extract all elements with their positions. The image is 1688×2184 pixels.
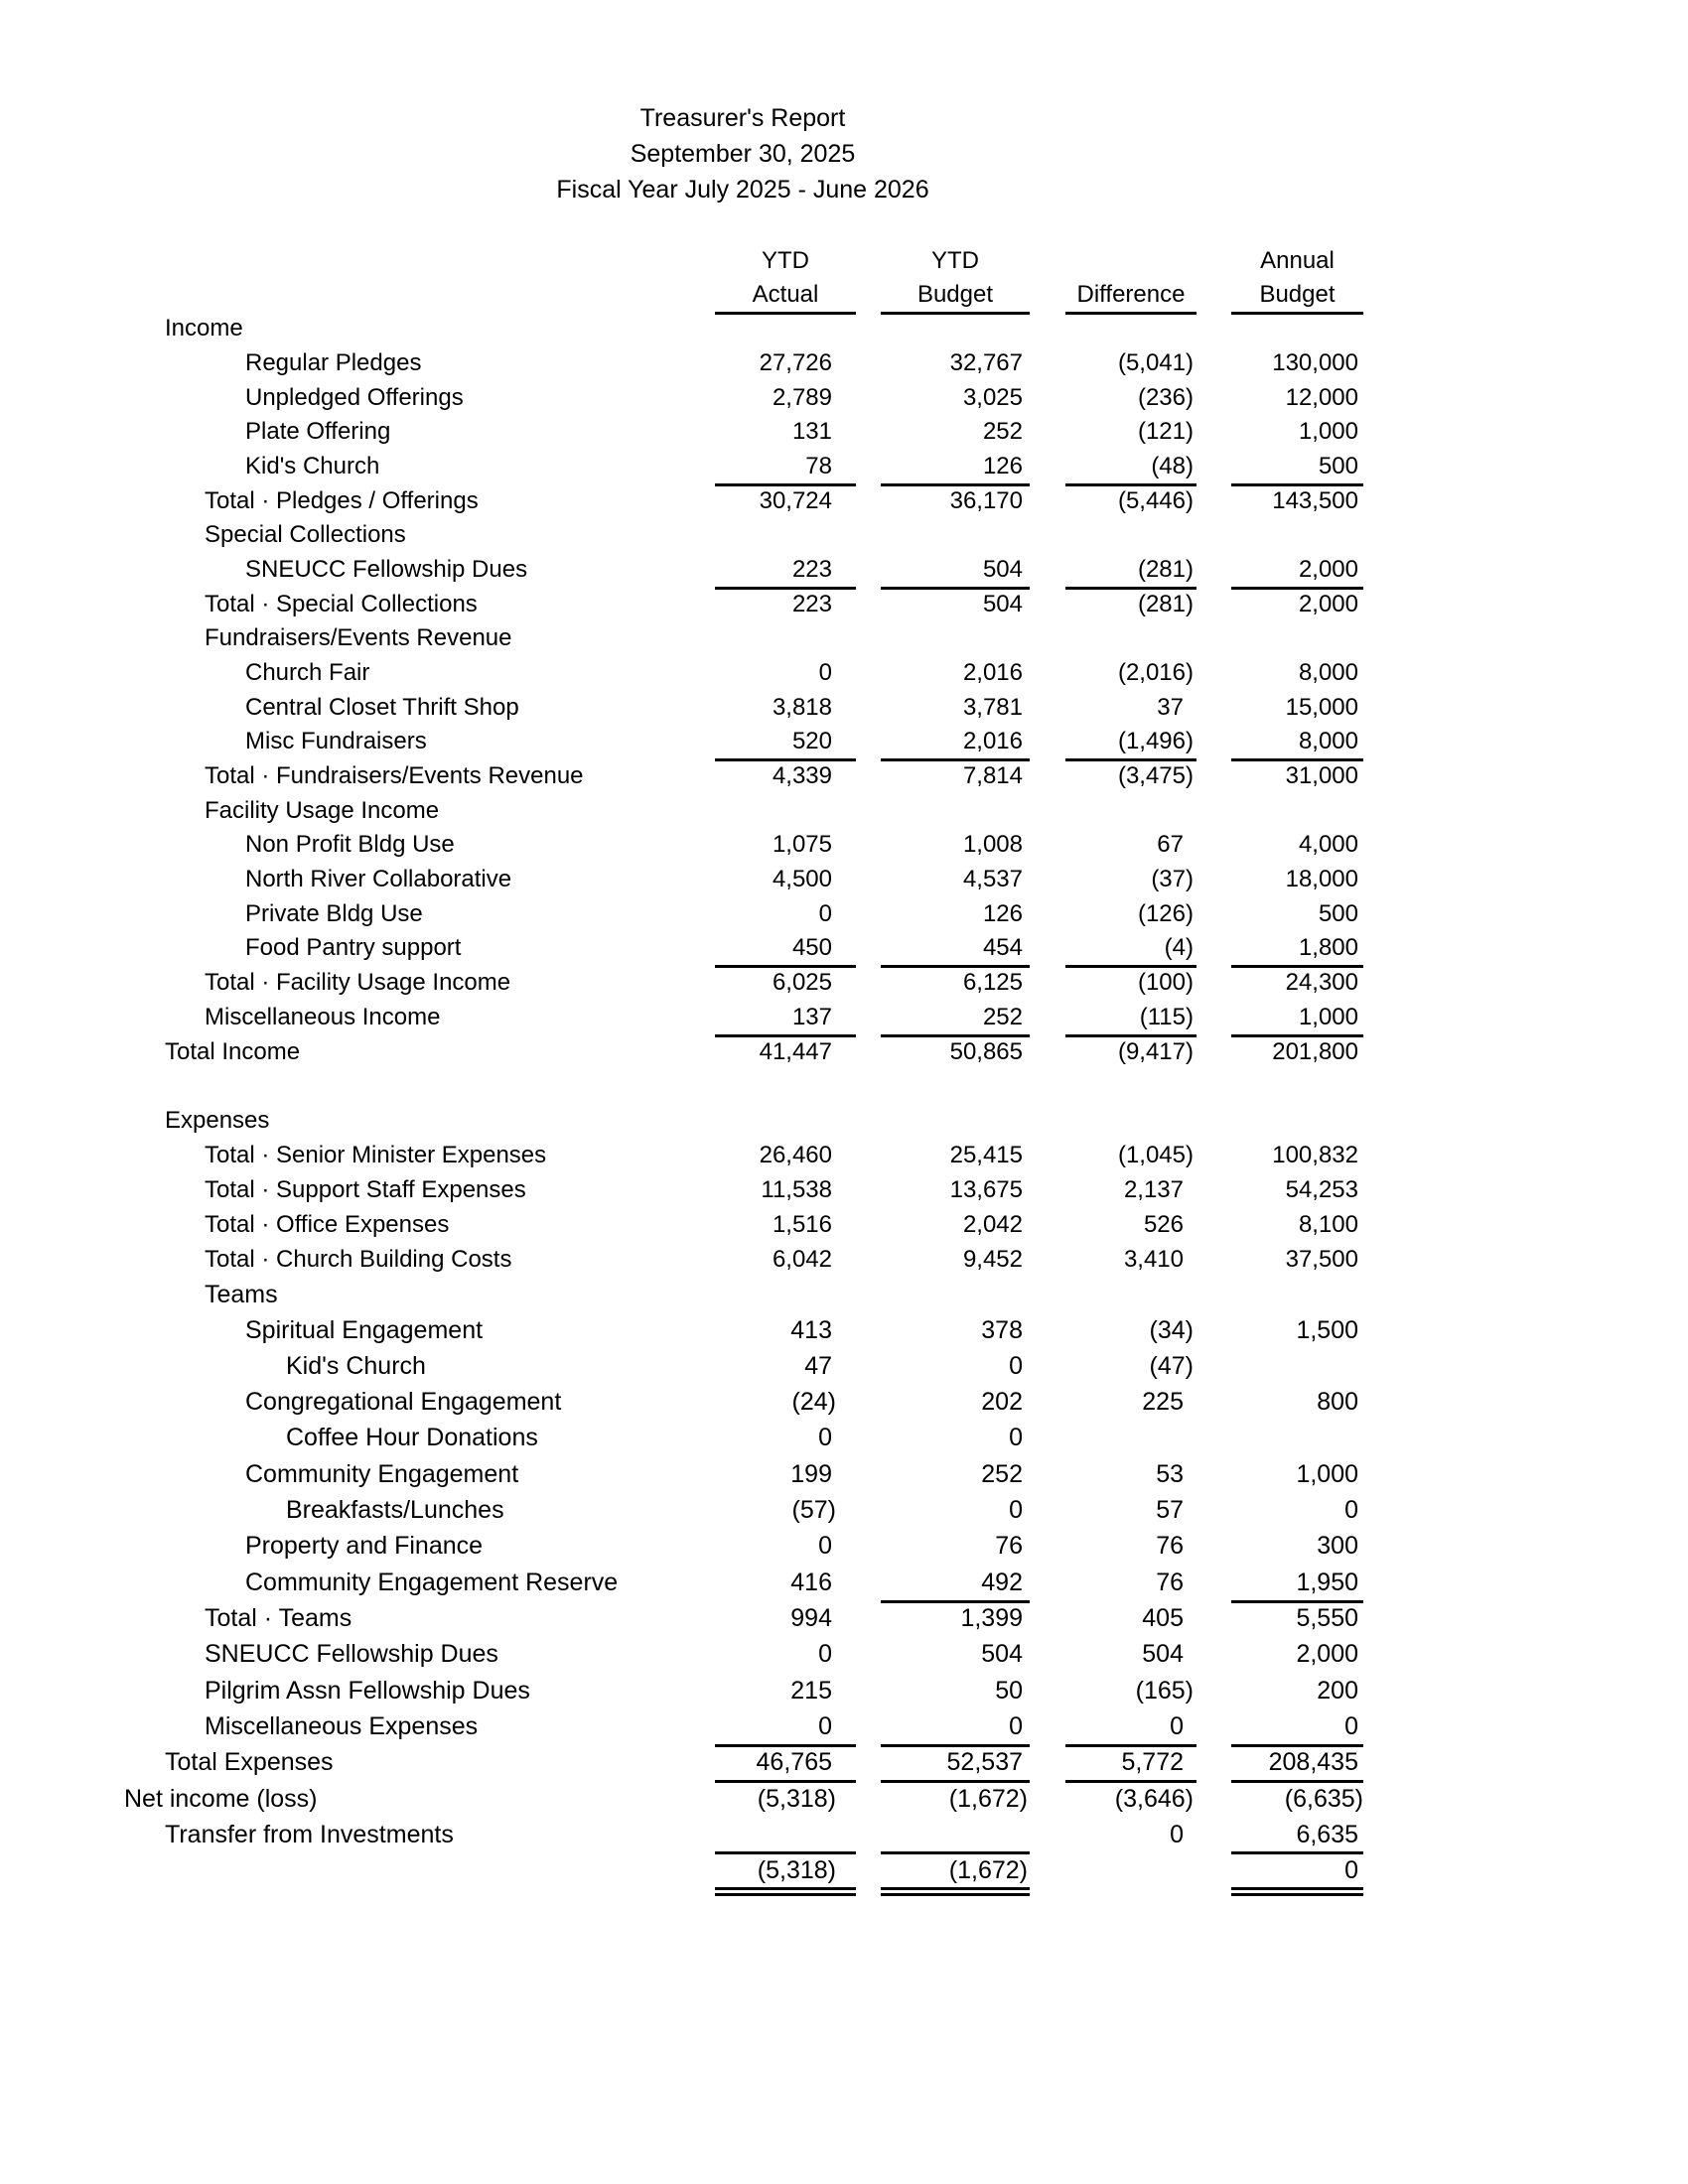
row-label: Central Closet Thrift Shop [245,694,519,721]
section-fundraisers [0,621,1688,655]
ytd-actual-value: 0 [818,1424,832,1451]
ytd-budget-value: 126 [982,900,1023,927]
difference-value: (4) [1164,934,1194,961]
ytd-budget-value: 504 [982,591,1023,617]
row-label: Food Pantry support [245,934,462,961]
table-row [0,1674,1688,1707]
ytd-budget-value: (1,672) [948,1785,1028,1813]
annual-budget-value: 8,100 [1298,1211,1358,1238]
row-label: Total · Church Building Costs [205,1246,512,1273]
section-facility-usage [0,794,1688,828]
table-row [0,1001,1688,1034]
annual-budget-value: 37,500 [1285,1246,1358,1273]
ytd-budget-value: 0 [1009,1712,1023,1740]
table-row [0,1637,1688,1671]
row-label: Facility Usage Income [205,797,440,824]
header-annual-budget-line2: Budget [1259,281,1336,308]
report-title: Treasurer's Report [639,104,846,132]
annual-budget-value: 31,000 [1285,762,1358,789]
row-label: Misc Fundraisers [245,728,427,754]
row-label: Net income (loss) [124,1785,318,1813]
ytd-actual-value: 30,724 [759,487,832,514]
difference-value: 5,772 [1121,1748,1184,1776]
ytd-budget-value: 76 [995,1532,1023,1560]
ytd-budget-value: 3,025 [962,384,1023,411]
annual-budget-value: 1,500 [1296,1316,1358,1344]
section-income [0,312,1688,345]
difference-value: 53 [1156,1460,1184,1488]
ytd-budget-value: 0 [1009,1352,1023,1380]
ytd-actual-value: 994 [790,1604,832,1632]
row-label: Community Engagement Reserve [245,1569,619,1596]
final-total-row [0,1853,1688,1887]
ytd-budget-value: 50,865 [949,1038,1023,1065]
ytd-budget-value: 7,814 [962,762,1023,789]
ytd-actual-value: 1,516 [772,1211,832,1238]
annual-budget-value: 1,000 [1298,1004,1358,1030]
table-row [0,1421,1688,1454]
annual-budget-value: 1,800 [1298,934,1358,961]
row-label: Teams [205,1281,278,1308]
ytd-budget-value: 2,042 [962,1211,1023,1238]
difference-value: 225 [1142,1388,1184,1416]
table-row [0,1385,1688,1419]
row-label: Community Engagement [245,1460,519,1488]
difference-value: (1,496) [1117,728,1194,754]
header-ytd-budget-line1: YTD [931,247,979,274]
difference-value: 67 [1157,831,1184,858]
annual-budget-value: 1,950 [1296,1569,1358,1596]
row-label: Total Income [165,1038,301,1065]
row-label: Income [165,315,243,341]
table-row [0,450,1688,483]
difference-value: 504 [1142,1640,1184,1668]
annual-budget-value: 500 [1318,453,1358,479]
ytd-actual-value: (24) [791,1388,836,1416]
table-row [0,415,1688,449]
difference-value: (34) [1149,1316,1194,1344]
row-label: Plate Offering [245,418,391,445]
difference-value: (5,446) [1117,487,1194,514]
difference-value: 405 [1142,1604,1184,1632]
table-row [0,1243,1688,1277]
annual-budget-value: 5,550 [1296,1604,1358,1632]
ytd-budget-value: 1,008 [962,831,1023,858]
ytd-actual-value: 6,042 [772,1246,832,1273]
annual-budget-value: (6,635) [1284,1785,1363,1813]
total-income-row [0,1035,1688,1069]
ytd-actual-value: 416 [790,1569,832,1596]
ytd-budget-value: 202 [981,1388,1023,1416]
difference-value: (1,045) [1117,1142,1194,1168]
annual-budget-value: 100,832 [1272,1142,1358,1168]
row-label: Fundraisers/Events Revenue [205,624,512,651]
annual-budget-value: 2,000 [1296,1640,1358,1668]
difference-value: (48) [1151,453,1194,479]
table-row [0,1709,1688,1743]
table-row [0,897,1688,931]
annual-budget-value: 8,000 [1298,728,1358,754]
annual-budget-value: 500 [1318,900,1358,927]
row-label: Total · Special Collections [205,591,478,617]
ytd-actual-value: 46,765 [756,1748,832,1776]
ytd-actual-value: 6,025 [772,969,832,996]
annual-budget-value: 1,000 [1298,418,1358,445]
ytd-budget-value: 492 [981,1569,1023,1596]
row-label: SNEUCC Fellowship Dues [245,556,528,583]
ytd-actual-value: 3,818 [772,694,832,721]
row-label: Total · Office Expenses [205,1211,450,1238]
ytd-budget-value: 378 [981,1316,1023,1344]
annual-budget-value: 18,000 [1285,866,1358,892]
row-label: Transfer from Investments [165,1821,454,1848]
ytd-actual-value: (5,318) [757,1856,836,1884]
difference-value: 526 [1143,1211,1184,1238]
ytd-budget-value: 32,767 [949,349,1023,376]
table-row [0,828,1688,862]
section-expenses [0,1104,1688,1138]
ytd-budget-value: 36,170 [949,487,1023,514]
ytd-actual-value: 0 [818,1712,832,1740]
row-label: Unpledged Offerings [245,384,464,411]
ytd-budget-value: 52,537 [946,1748,1023,1776]
ytd-actual-value: 0 [818,900,832,927]
table-row [0,346,1688,380]
ytd-actual-value: (5,318) [757,1785,836,1813]
annual-budget-value: 54,253 [1285,1176,1358,1203]
difference-value: 57 [1156,1496,1184,1524]
table-row [0,725,1688,758]
difference-value: (3,646) [1114,1785,1194,1813]
annual-budget-value: 2,000 [1298,591,1358,617]
ytd-budget-value: 50 [995,1677,1023,1705]
ytd-budget-value: 3,781 [962,694,1023,721]
row-label: Property and Finance [245,1532,484,1560]
row-label: Private Bldg Use [245,900,423,927]
ytd-actual-value: 520 [791,728,832,754]
net-income-row [0,1782,1688,1816]
ytd-actual-value: 450 [791,934,832,961]
subtotal-row [0,1601,1688,1635]
difference-value: 0 [1170,1712,1184,1740]
difference-value: 76 [1156,1569,1184,1596]
ytd-actual-value: 41,447 [759,1038,832,1065]
ytd-budget-value: 25,415 [949,1142,1023,1168]
ytd-actual-value: 0 [818,1640,832,1668]
table-row [0,1493,1688,1527]
ytd-actual-value: (57) [791,1496,836,1524]
row-label: Congregational Engagement [245,1388,562,1416]
ytd-budget-value: 126 [982,453,1023,479]
ytd-actual-value: 413 [790,1316,832,1344]
ytd-actual-value: 4,339 [772,762,832,789]
row-label: Total · Fundraisers/Events Revenue [205,762,584,789]
row-label: Total · Teams [205,1604,352,1632]
ytd-budget-value: 4,537 [962,866,1023,892]
row-label: Miscellaneous Income [205,1004,441,1030]
ytd-actual-value: 26,460 [759,1142,832,1168]
ytd-actual-value: 47 [804,1352,832,1380]
table-row [0,1173,1688,1207]
table-row [0,553,1688,587]
table-row [0,1566,1688,1599]
ytd-actual-value: 78 [805,453,832,479]
ytd-budget-value: 0 [1009,1424,1023,1451]
table-row [0,691,1688,725]
difference-value: (2,016) [1117,659,1194,686]
table-row [0,1529,1688,1563]
fiscal-year: Fiscal Year July 2025 - June 2026 [556,176,929,204]
ytd-actual-value: 215 [790,1677,832,1705]
difference-value: (100) [1137,969,1194,996]
ytd-budget-value: (1,672) [948,1856,1028,1884]
difference-value: (9,417) [1117,1038,1194,1065]
ytd-budget-value: 252 [982,1004,1023,1030]
ytd-budget-value: 252 [982,418,1023,445]
row-label: Miscellaneous Expenses [205,1712,479,1740]
ytd-actual-value: 0 [818,659,832,686]
double-underline [881,1887,1030,1896]
row-label: Non Profit Bldg Use [245,831,455,858]
difference-value: 37 [1157,694,1184,721]
difference-value: 3,410 [1123,1246,1184,1273]
ytd-budget-value: 2,016 [962,659,1023,686]
header-annual-budget-line1: Annual [1260,247,1335,274]
header-ytd-actual-line2: Actual [752,281,819,308]
ytd-actual-value: 2,789 [772,384,832,411]
ytd-actual-value: 0 [818,1532,832,1560]
difference-value: (3,475) [1117,762,1194,789]
difference-value: (37) [1151,866,1194,892]
ytd-budget-value: 0 [1009,1496,1023,1524]
row-label: Kid's Church [286,1352,426,1380]
double-underline [715,1887,856,1896]
row-label: Pilgrim Assn Fellowship Dues [205,1677,530,1705]
difference-value: (121) [1137,418,1194,445]
annual-budget-value: 208,435 [1268,1748,1358,1776]
annual-budget-value: 130,000 [1272,349,1358,376]
ytd-budget-value: 504 [982,556,1023,583]
row-label: Total · Facility Usage Income [205,969,511,996]
table-row [0,1208,1688,1242]
annual-budget-value: 1,000 [1296,1460,1358,1488]
subtotal-row [0,588,1688,621]
annual-budget-value: 143,500 [1272,487,1358,514]
row-label: Coffee Hour Donations [286,1424,538,1451]
difference-value: 0 [1170,1821,1184,1848]
ytd-budget-value: 9,452 [962,1246,1023,1273]
annual-budget-value: 8,000 [1298,659,1358,686]
subtotal-row [0,484,1688,518]
total-expenses-row [0,1745,1688,1779]
annual-budget-value: 12,000 [1285,384,1358,411]
ytd-actual-value: 27,726 [759,349,832,376]
header-ytd-actual-line1: YTD [762,247,809,274]
ytd-budget-value: 504 [981,1640,1023,1668]
annual-budget-value: 800 [1317,1388,1358,1416]
ytd-actual-value: 223 [791,591,832,617]
row-label: Special Collections [205,521,406,548]
annual-budget-value: 6,635 [1296,1821,1358,1848]
annual-budget-value: 0 [1344,1496,1358,1524]
section-special-collections [0,518,1688,552]
row-label: North River Collaborative [245,866,512,892]
table-row [0,1313,1688,1347]
annual-budget-value: 24,300 [1285,969,1358,996]
annual-budget-value: 0 [1344,1712,1358,1740]
ytd-budget-value: 454 [982,934,1023,961]
row-label: Breakfasts/Lunches [286,1496,504,1524]
section-teams [0,1278,1688,1311]
difference-value: (236) [1137,384,1194,411]
table-row [0,656,1688,690]
table-row [0,863,1688,896]
row-label: Expenses [165,1107,270,1134]
row-label: Total · Support Staff Expenses [205,1176,526,1203]
annual-budget-value: 0 [1344,1856,1358,1884]
difference-value: (281) [1137,591,1194,617]
difference-value: (5,041) [1117,349,1194,376]
annual-budget-value: 200 [1317,1677,1358,1705]
row-label: Spiritual Engagement [245,1316,484,1344]
header-ytd-budget-line2: Budget [916,281,994,308]
ytd-actual-value: 137 [791,1004,832,1030]
annual-budget-value: 15,000 [1285,694,1358,721]
ytd-budget-value: 6,125 [962,969,1023,996]
ytd-actual-value: 4,500 [772,866,832,892]
annual-budget-value: 2,000 [1298,556,1358,583]
difference-value: (126) [1137,900,1194,927]
subtotal-row [0,759,1688,793]
ytd-actual-value: 223 [791,556,832,583]
subtotal-row [0,966,1688,1000]
annual-budget-value: 201,800 [1272,1038,1358,1065]
row-label: SNEUCC Fellowship Dues [205,1640,498,1668]
ytd-budget-value: 2,016 [962,728,1023,754]
double-underline [1231,1887,1363,1896]
difference-value: (47) [1149,1352,1194,1380]
ytd-actual-value: 11,538 [761,1176,832,1203]
ytd-budget-value: 252 [981,1460,1023,1488]
transfer-row [0,1818,1688,1851]
row-label: Kid's Church [245,453,380,479]
difference-value: 2,137 [1123,1176,1184,1203]
difference-value: (281) [1137,556,1194,583]
row-label: Church Fair [245,659,370,686]
table-row [0,1139,1688,1172]
row-label: Regular Pledges [245,349,422,376]
ytd-actual-value: 131 [791,418,832,445]
table-row [0,381,1688,415]
header-difference: Difference [1076,281,1186,308]
annual-budget-value: 4,000 [1298,831,1358,858]
report-date: September 30, 2025 [630,140,856,168]
table-row [0,1457,1688,1491]
row-label: Total · Senior Minister Expenses [205,1142,547,1168]
table-row [0,931,1688,965]
ytd-actual-value: 199 [790,1460,832,1488]
difference-value: (165) [1135,1677,1194,1705]
ytd-budget-value: 13,675 [949,1176,1023,1203]
table-row [0,1349,1688,1383]
difference-value: 76 [1156,1532,1184,1560]
ytd-budget-value: 1,399 [960,1604,1023,1632]
row-label: Total · Pledges / Offerings [205,487,479,514]
ytd-actual-value: 1,075 [772,831,832,858]
row-label: Total Expenses [165,1748,334,1776]
annual-budget-value: 300 [1317,1532,1358,1560]
difference-value: (115) [1139,1004,1194,1030]
